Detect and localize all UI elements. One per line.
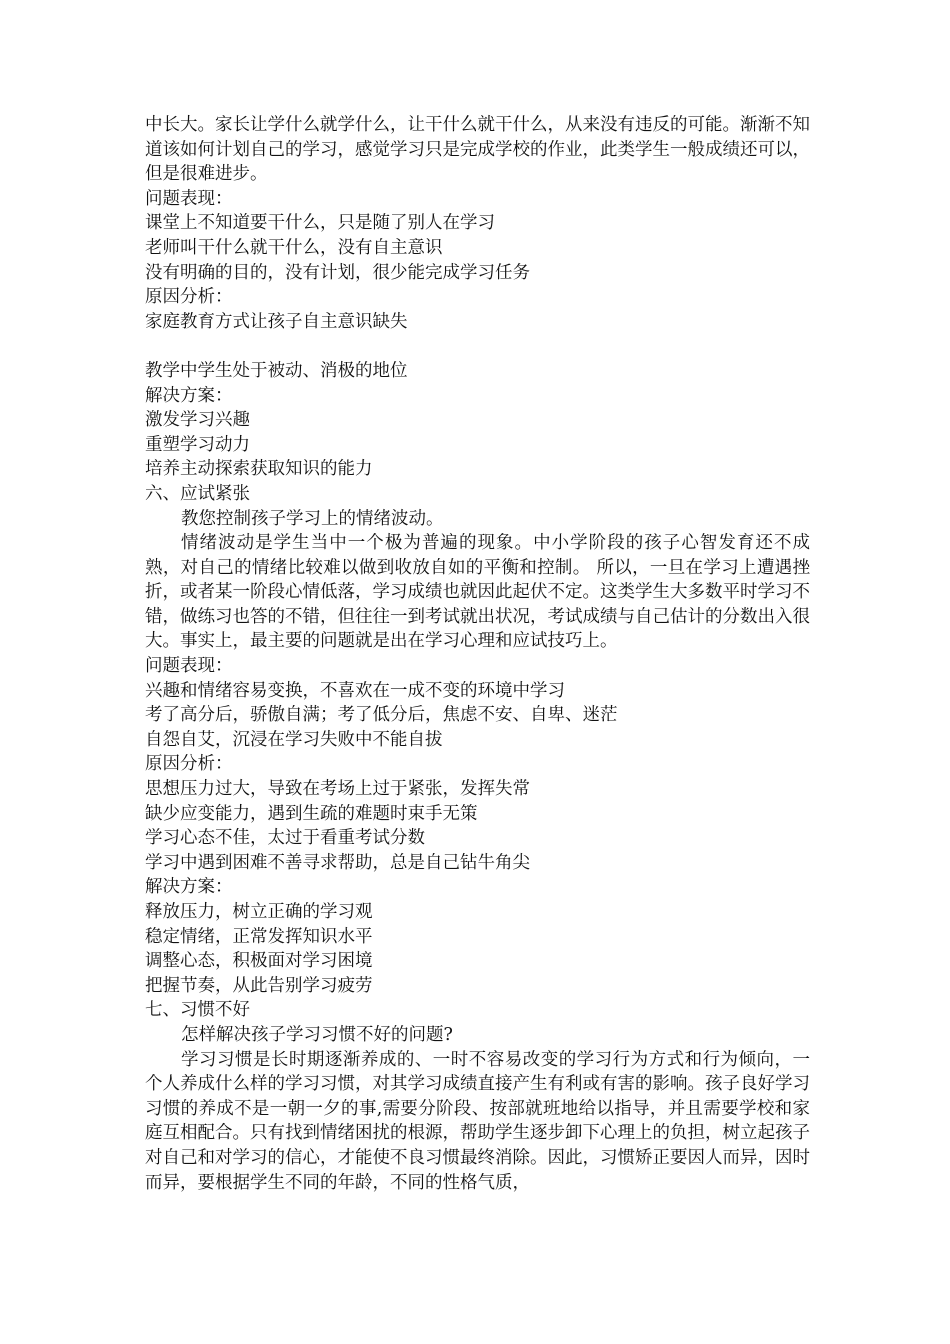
problem-item: 老师叫干什么就干什么，没有自主意识 [145, 237, 443, 258]
solution-item: 稳定情绪，正常发挥知识水平 [145, 926, 373, 947]
blank-line [145, 334, 810, 359]
section-title: 七、习惯不好 [145, 1000, 250, 1021]
cause-item: 教学中学生处于被动、消极的地位 [145, 360, 408, 381]
document-body [145, 113, 810, 1195]
cause-item: 家庭教育方式让孩子自主意识缺失 [145, 311, 408, 332]
cause-heading: 原因分析： [145, 754, 233, 775]
opening-paragraph: 中长大。家长让学什么就学什么，让干什么就干什么，从来没有违反的可能。渐渐不知道该如何计划自己的学习，感觉学习只是完成学校的作业，此类学生一般成绩还可以，但是很难进步。 [145, 115, 810, 185]
cause-item: 学习心态不佳，太过于看重考试分数 [145, 828, 425, 849]
problem-item: 考了高分后，骄傲自满；考了低分后，焦虑不安、自卑、迷茫 [145, 705, 618, 726]
solution-item: 释放压力，树立正确的学习观 [145, 902, 373, 922]
problem-item: 兴趣和情绪容易变换，不喜欢在一成不变的环境中学习 [145, 680, 565, 701]
section-paragraph: 学习习惯是长时期逐渐养成的、一时不容易改变的学习行为方式和行为倾向，一个人养成什么样的学习习惯，对其学习成绩直接产生有利或有害的影响。孩子良好学习习惯的养成不是一朝一夕的事,需要分阶段、按部就班地给以指导，并且需要学校和家庭互相配合。只有找到情绪困扰的根源，帮助学生逐步卸下心理上的负担，树立起孩子对自己和对学习的信心，才能使不良习惯最终消除。因此，习惯矫正要因人而异，因时而异，要根据学生不同的年龄，不同的性格气质， [145, 1049, 810, 1193]
solution-item: 调整心态，积极面对学习困境 [145, 951, 373, 972]
solution-item: 培养主动探索获取知识的能力 [145, 459, 373, 480]
problem-heading: 问题表现： [145, 188, 233, 209]
problem-heading: 问题表现： [145, 656, 233, 677]
solution-heading: 解决方案： [145, 877, 233, 898]
cause-item: 思想压力过大，导致在考场上过于紧张，发挥失常 [145, 779, 530, 800]
problem-item: 课堂上不知道要干什么，只是随了别人在学习 [145, 213, 495, 234]
solution-item: 激发学习兴趣 [145, 410, 250, 431]
problem-item: 自怨自艾，沉浸在学习失败中不能自拔 [145, 729, 443, 750]
solution-item: 重塑学习动力 [145, 434, 250, 455]
problem-item: 没有明确的目的，没有计划，很少能完成学习任务 [145, 262, 530, 283]
section-subtitle: 教您控制孩子学习上的情绪波动。 [181, 508, 444, 529]
cause-item: 学习中遇到困难不善寻求帮助，总是自己钻牛角尖 [145, 852, 530, 873]
section-subtitle: 怎样解决孩子学习习惯不好的问题? [181, 1024, 453, 1045]
section-title: 六、应试紧张 [145, 483, 250, 504]
cause-heading: 原因分析： [145, 287, 233, 308]
solution-item: 把握节奏，从此告别学习疲劳 [145, 975, 373, 996]
section-paragraph: 情绪波动是学生当中一个极为普遍的现象。中小学阶段的孩子心智发育还不成熟，对自己的情绪比较难以做到收放自如的平衡和控制。 所以，一旦在学习上遭遇挫折，或者某一阶段心情低落，学习成绩也就因此起伏不定。这类学生大多数平时学习不错，做练习也答的不错，但往往一到考试就出状况，考试成绩与自己估计的分数出入很大。事实上，最主要的问题就是出在学习心理和应试技巧上。 [145, 533, 810, 652]
solution-heading: 解决方案： [145, 385, 233, 406]
cause-item: 缺少应变能力，遇到生疏的难题时束手无策 [145, 803, 478, 824]
